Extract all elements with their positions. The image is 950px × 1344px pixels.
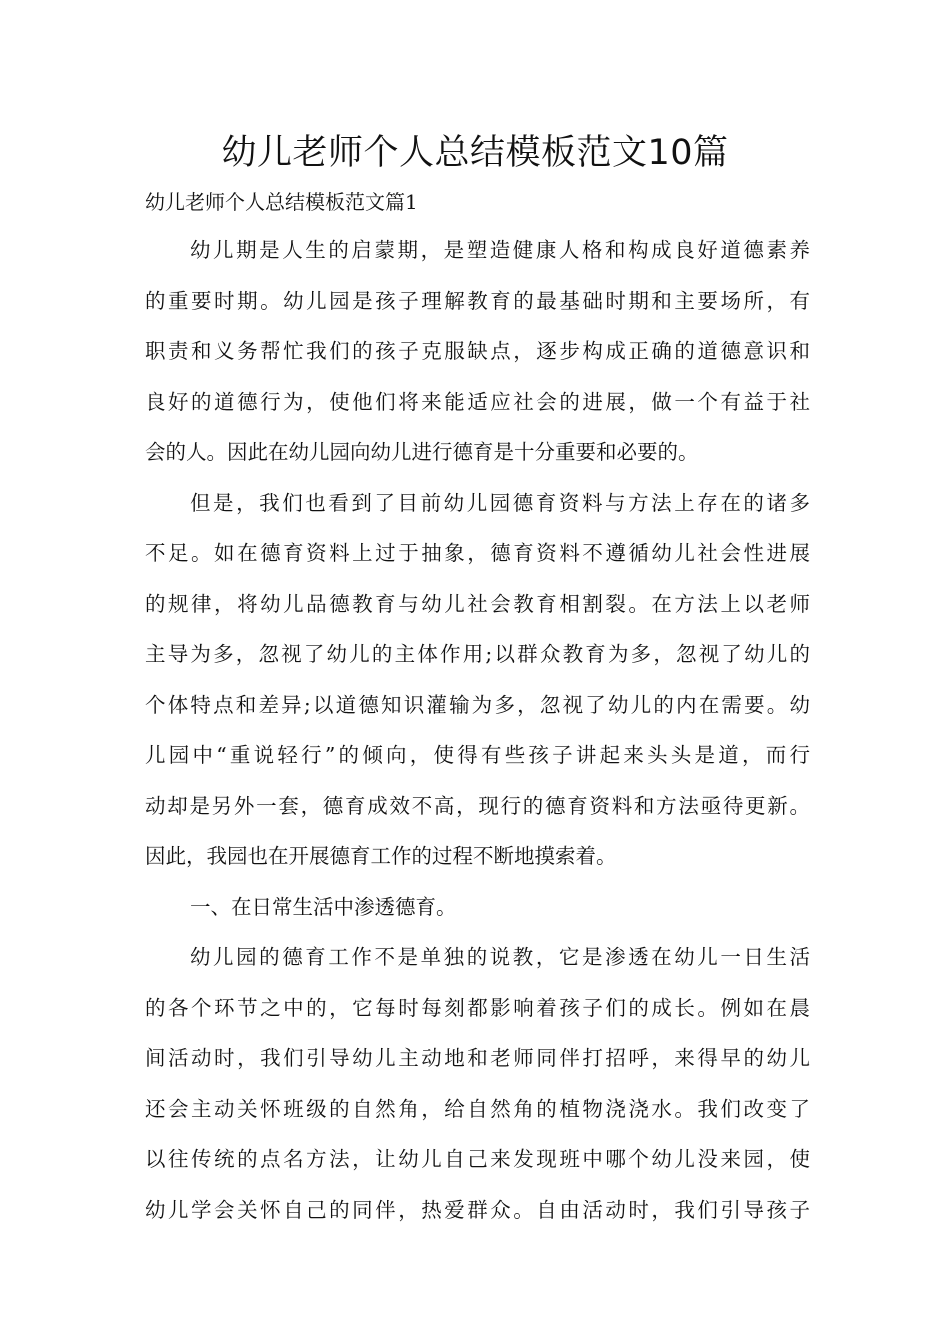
text-line: 幼儿期是人生的启蒙期，是塑造健康人格和构成良好道德素养 xyxy=(190,238,810,262)
text-line: 职责和义务帮忙我们的孩子克服缺点，逐步构成正确的道德意识和 xyxy=(145,339,810,363)
document-title: 幼儿老师个人总结模板范文10篇 xyxy=(221,133,729,173)
document-body xyxy=(145,232,810,1242)
text-line: 幼儿园的德育工作不是单独的说教，它是渗透在幼儿一日生活 xyxy=(190,945,810,969)
section-heading: 幼儿老师个人总结模板范文篇1 xyxy=(145,190,418,214)
text-line: 动却是另外一套，德育成效不高，现行的德育资料和方法亟待更新。 xyxy=(145,793,810,818)
text-line: 以往传统的点名方法，让幼儿自己来发现班中哪个幼儿没来园，使 xyxy=(145,1147,810,1171)
text-line: 个体特点和差异;以道德知识灌输为多，忽视了幼儿的内在需要。幼 xyxy=(145,692,810,717)
text-line: 的各个环节之中的，它每时每刻都影响着孩子们的成长。例如在晨 xyxy=(145,995,810,1020)
text-line: 的规律，将幼儿品德教育与幼儿社会教育相割裂。在方法上以老师 xyxy=(145,591,810,616)
text-line: 间活动时，我们引导幼儿主动地和老师同伴打招呼，来得早的幼儿 xyxy=(145,1046,810,1070)
text-line: 良好的道德行为，使他们将来能适应社会的进展，做一个有益于社 xyxy=(145,389,810,414)
text-line: 但是，我们也看到了目前幼儿园德育资料与方法上存在的诸多 xyxy=(190,490,810,515)
text-line: 还会主动关怀班级的自然角，给自然角的植物浇浇水。我们改变了 xyxy=(145,1096,810,1121)
text-line: 因此，我园也在开展德育工作的过程不断地摸索着。 xyxy=(145,844,617,868)
text-line: 儿园中“重说轻行”的倾向，使得有些孩子讲起来头头是道，而行 xyxy=(145,743,810,767)
text-line: 主导为多，忽视了幼儿的主体作用;以群众教育为多，忽视了幼儿的 xyxy=(145,642,810,666)
text-line: 会的人。因此在幼儿园向幼儿进行德育是十分重要和必要的。 xyxy=(145,440,699,464)
text-line: 的重要时期。幼儿园是孩子理解教育的最基础时期和主要场所，有 xyxy=(145,288,810,313)
section-item-heading: 一、在日常生活中渗透德育。 xyxy=(190,894,457,919)
text-line: 幼儿学会关怀自己的同伴，热爱群众。自由活动时，我们引导孩子 xyxy=(145,1197,810,1222)
text-line: 不足。如在德育资料上过于抽象，德育资料不遵循幼儿社会性进展 xyxy=(145,541,810,565)
